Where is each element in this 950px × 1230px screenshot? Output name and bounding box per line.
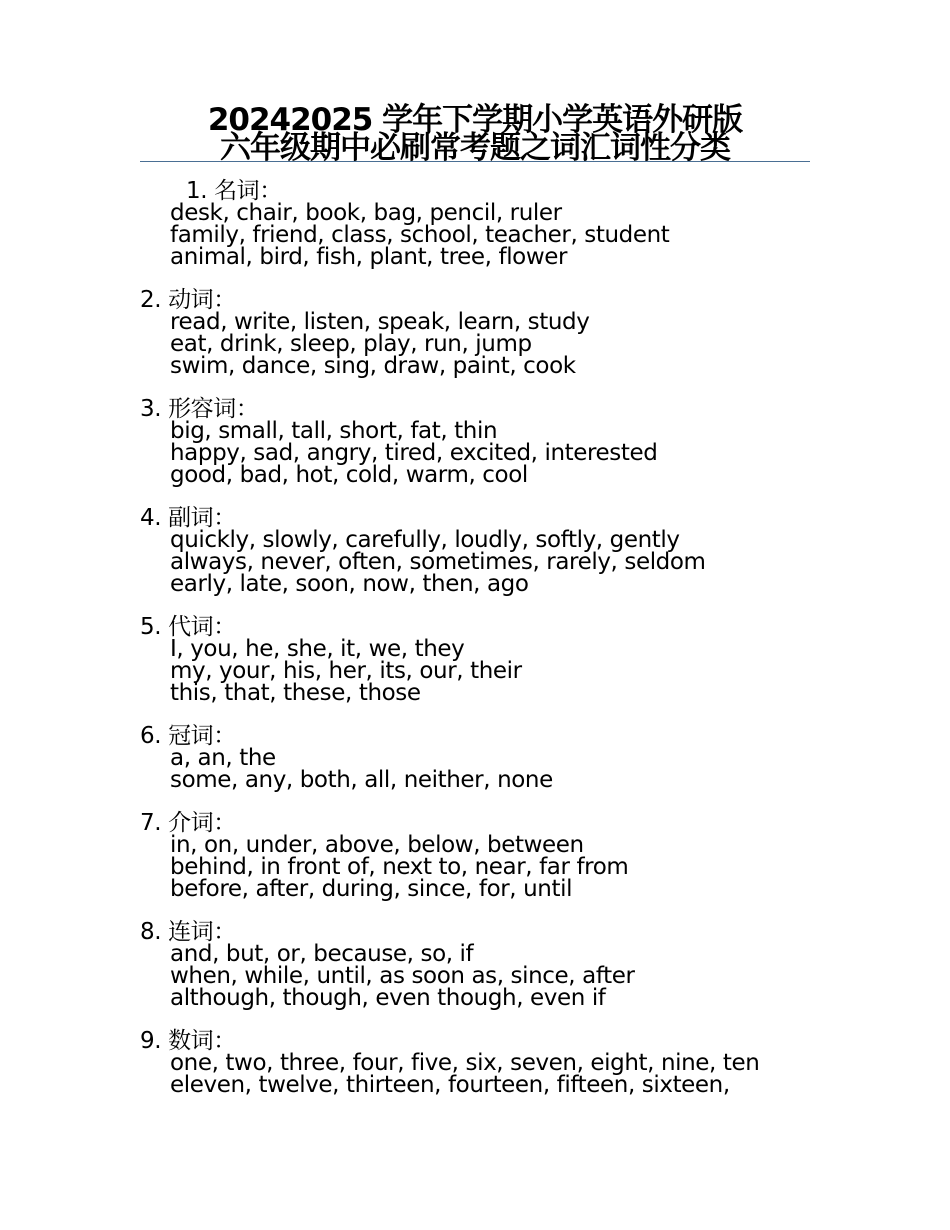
section-label: 形容词： xyxy=(168,396,259,422)
section-number: 2. xyxy=(140,287,162,313)
word-list-line: in, on, under, above, below, between xyxy=(170,832,584,858)
word-class-section xyxy=(140,921,840,1009)
section-heading xyxy=(140,398,840,420)
word-list-line: read, write, listen, speak, learn, study xyxy=(170,309,590,335)
word-list-line: early, late, soon, now, then, ago xyxy=(170,571,529,597)
word-list-line: good, bad, hot, cold, warm, cool xyxy=(170,462,528,488)
document-title xyxy=(140,102,810,166)
word-list-line: a, an, the xyxy=(170,745,276,771)
section-label: 连词： xyxy=(168,919,236,945)
section-label: 代词： xyxy=(168,614,236,640)
word-list-line: eat, drink, sleep, play, run, jump xyxy=(170,331,532,357)
word-list-line: happy, sad, angry, tired, excited, interested xyxy=(170,440,658,466)
word-list-line: and, but, or, because, so, if xyxy=(170,941,474,967)
word-list-line: swim, dance, sing, draw, paint, cook xyxy=(170,353,576,379)
section-heading xyxy=(140,725,840,747)
section-number: 1. xyxy=(186,178,208,204)
word-class-section xyxy=(140,1030,840,1096)
word-list-line: when, while, until, as soon as, since, after xyxy=(170,963,635,989)
word-list-line: always, never, often, sometimes, rarely, seldom xyxy=(170,549,706,575)
section-heading xyxy=(140,289,840,311)
section-label: 数词： xyxy=(168,1028,236,1054)
section-number: 4. xyxy=(140,505,162,531)
word-list-line: eleven, twelve, thirteen, fourteen, fifteen, sixteen, xyxy=(170,1072,730,1098)
word-list-line: one, two, three, four, five, six, seven, eight, nine, ten xyxy=(170,1050,760,1076)
word-list-line: I, you, he, she, it, we, they xyxy=(170,636,465,662)
word-list-line: animal, bird, fish, plant, tree, flower xyxy=(170,244,568,270)
section-heading xyxy=(140,180,840,202)
word-list-line: desk, chair, book, bag, pencil, ruler xyxy=(170,200,562,226)
section-heading xyxy=(140,812,840,834)
word-class-section xyxy=(140,398,840,486)
word-list-line: this, that, these, those xyxy=(170,680,421,706)
section-number: 3. xyxy=(140,396,162,422)
word-list-line: big, small, tall, short, fat, thin xyxy=(170,418,498,444)
section-number: 6. xyxy=(140,723,162,749)
word-class-section xyxy=(140,180,840,268)
section-number: 7. xyxy=(140,810,162,836)
word-list-line: behind, in front of, next to, near, far from xyxy=(170,854,629,880)
section-label: 名词： xyxy=(214,178,282,204)
section-heading xyxy=(140,921,840,943)
section-number: 5. xyxy=(140,614,162,640)
word-list-line: although, though, even though, even if xyxy=(170,985,606,1011)
section-label: 动词： xyxy=(168,287,236,313)
word-class-section xyxy=(140,507,840,595)
title-underline xyxy=(140,161,810,162)
word-list-line: my, your, his, her, its, our, their xyxy=(170,658,522,684)
word-class-section xyxy=(140,725,840,791)
word-class-list xyxy=(140,180,840,1117)
word-list-line: some, any, both, all, neither, none xyxy=(170,767,553,793)
section-label: 副词： xyxy=(168,505,236,531)
word-list-line: before, after, during, since, for, until xyxy=(170,876,573,902)
section-heading xyxy=(140,616,840,638)
section-number: 9. xyxy=(140,1028,162,1054)
section-heading xyxy=(140,1030,840,1052)
word-list-line: quickly, slowly, carefully, loudly, softly, gently xyxy=(170,527,680,553)
word-list-line: family, friend, class, school, teacher, student xyxy=(170,222,670,248)
title-line-1: 20242025 学年下学期小学英语外研版 xyxy=(207,102,743,138)
section-label: 介词： xyxy=(168,810,236,836)
word-class-section xyxy=(140,616,840,704)
title-line-2: 六年级期中必刷常考题之词汇词性分类 xyxy=(220,130,730,166)
word-class-section xyxy=(140,812,840,900)
section-number: 8. xyxy=(140,919,162,945)
section-heading xyxy=(140,507,840,529)
word-class-section xyxy=(140,289,840,377)
section-label: 冠词： xyxy=(168,723,236,749)
